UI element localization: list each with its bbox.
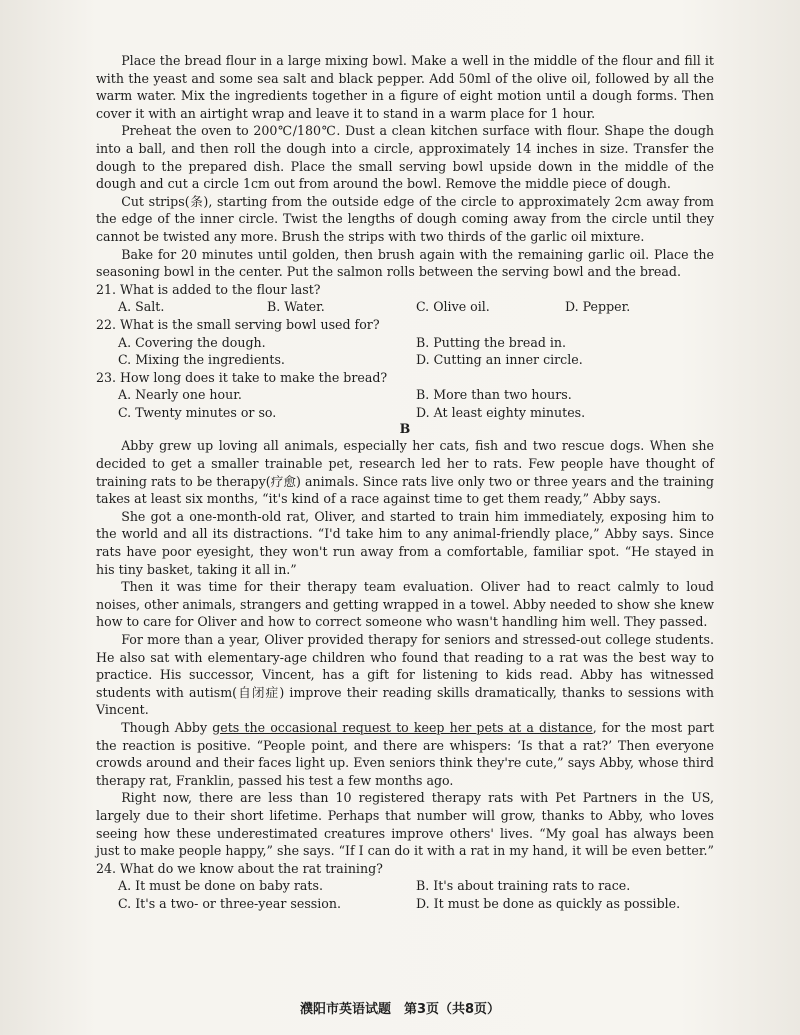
paragraph: Preheat the oven to 200℃/180℃. Dust a clean kitchen surface with flour. Shape the dough into a ball, and then roll the dough into a circle, approximately 14 inches in size. Transfer the dough to the prepared dish. Place the small serving bowl upside down in the middle of the dough and cut a circle 1cm out from around the bowl. Remove the middle piece of dough. [96, 123, 714, 192]
question-stem: 24. What do we know about the rat training? [96, 860, 383, 876]
question-24 [96, 860, 714, 913]
page-footer: 濮阳市英语试题 第3页（共8页） [299, 1002, 501, 1017]
text-run: Though Abby [121, 719, 213, 735]
options [96, 877, 714, 912]
passage-b [96, 437, 714, 859]
option-b[interactable]: B. Water. [267, 299, 325, 315]
paragraph: She got a one-month-old rat, Oliver, and started to train him immediately, exposing him to the world and all its distractions. “I'd take him to any animal-friendly place,” Abby says. Since rats have poor eyesight, they won't run away from a comfortable, familiar spot. “He stayed in his tiny basket, taking it all in.” [96, 508, 714, 577]
paragraph [96, 719, 714, 789]
paragraph: Cut strips(条), starting from the outside edge of the circle to approximately 2cm away from the edge of the inner circle. Twist the lengths of dough coming away from the circle until they cannot be twisted any more. Brush the strips with two thirds of the garlic oil mixture. [96, 193, 714, 244]
paragraph: Then it was time for their therapy team evaluation. Oliver had to react calmly to loud noises, other animals, strangers and getting wrapped in a towel. Abby needed to show she knew how to care for Oliver and how to correct someone who wasn't handling him well. They passed. [96, 579, 714, 630]
option-c[interactable]: C. Olive oil. [416, 299, 490, 315]
option-c[interactable]: C. It's a two- or three-year session. [118, 895, 341, 911]
question-23 [96, 369, 714, 422]
option-d[interactable]: D. Pepper. [565, 299, 631, 315]
option-a[interactable]: A. Salt. [118, 299, 165, 315]
option-c[interactable]: C. Twenty minutes or so. [118, 404, 277, 420]
section-heading: B [399, 421, 411, 437]
option-c[interactable]: C. Mixing the ingredients. [118, 352, 285, 368]
question-stem: 23. How long does it take to make the bread? [96, 369, 388, 385]
option-b[interactable]: B. It's about training rats to race. [416, 878, 631, 894]
option-d[interactable]: D. It must be done as quickly as possible. [416, 895, 681, 911]
question-22 [96, 316, 714, 369]
underlined-phrase: gets the occasional request to keep her pets at a distance [212, 719, 593, 735]
question-stem: 21. What is added to the flour last? [96, 281, 321, 297]
option-a[interactable]: A. Nearly one hour. [118, 387, 242, 403]
option-a[interactable]: A. Covering the dough. [118, 334, 266, 350]
paragraph: Place the bread flour in a large mixing bowl. Make a well in the middle of the flour and fill it with the yeast and some sea salt and black pepper. Add 50ml of the olive oil, followed by all the warm water. Mix the ingredients together in a figure of eight motion until a dough forms. Then cover it with an airtight wrap and leave it to stand in a warm place for 1 hour. [96, 53, 714, 121]
option-b[interactable]: B. More than two hours. [416, 387, 572, 403]
paragraph: For more than a year, Oliver provided therapy for seniors and stressed-out college students. He also sat with elementary-age children who found that reading to a rat was the best way to practice. His successor, Vincent, has a gift for listening to kids read. Abby has witnessed students with autism(自闭症) improve their reading skills dramatically, thanks to sessions with Vincent. [96, 632, 714, 718]
option-d[interactable]: D. Cutting an inner circle. [416, 352, 583, 368]
options [96, 298, 714, 316]
option-a[interactable]: A. It must be done on baby rats. [118, 878, 323, 894]
question-21 [96, 281, 714, 316]
paragraph: Abby grew up loving all animals, especially her cats, fish and two rescue dogs. When she decided to get a smaller trainable pet, research led her to rats. Few people have thought of training rats to be therapy(疗愈) animals. Since rats live only two or three years and the training takes at least six months, “it's kind of a race against time to get them ready,” Abby says. [96, 438, 714, 507]
option-b[interactable]: B. Putting the bread in. [416, 334, 567, 350]
paragraph: Right now, there are less than 10 registered therapy rats with Pet Partners in the US, largely due to their short lifetime. Perhaps that number will grow, thanks to Abby, who loves seeing how these underestimated creatures improve others' lives. “My goal has always been just to make people happy,” she says. “If I can do it with a rat in my hand, it will be even better.” [96, 790, 714, 859]
options [96, 386, 714, 421]
option-d[interactable]: D. At least eighty minutes. [416, 404, 586, 420]
text-run: , for the most part the reaction is positive. “People point, and there are whispers: ‘Is that a rat?’ Then everyone crowds around and their faces light up. Even seniors think they're cute,” says Abby, whose third therapy rat, Franklin, passed his test a few months ago. [96, 719, 715, 788]
options [96, 334, 714, 369]
question-stem: 22. What is the small serving bowl used for? [96, 316, 380, 332]
passage-a [96, 52, 714, 281]
paragraph: Bake for 20 minutes until golden, then brush again with the remaining garlic oil. Place the seasoning bowl in the center. Put the salmon rolls between the serving bowl and the bread. [96, 246, 714, 280]
